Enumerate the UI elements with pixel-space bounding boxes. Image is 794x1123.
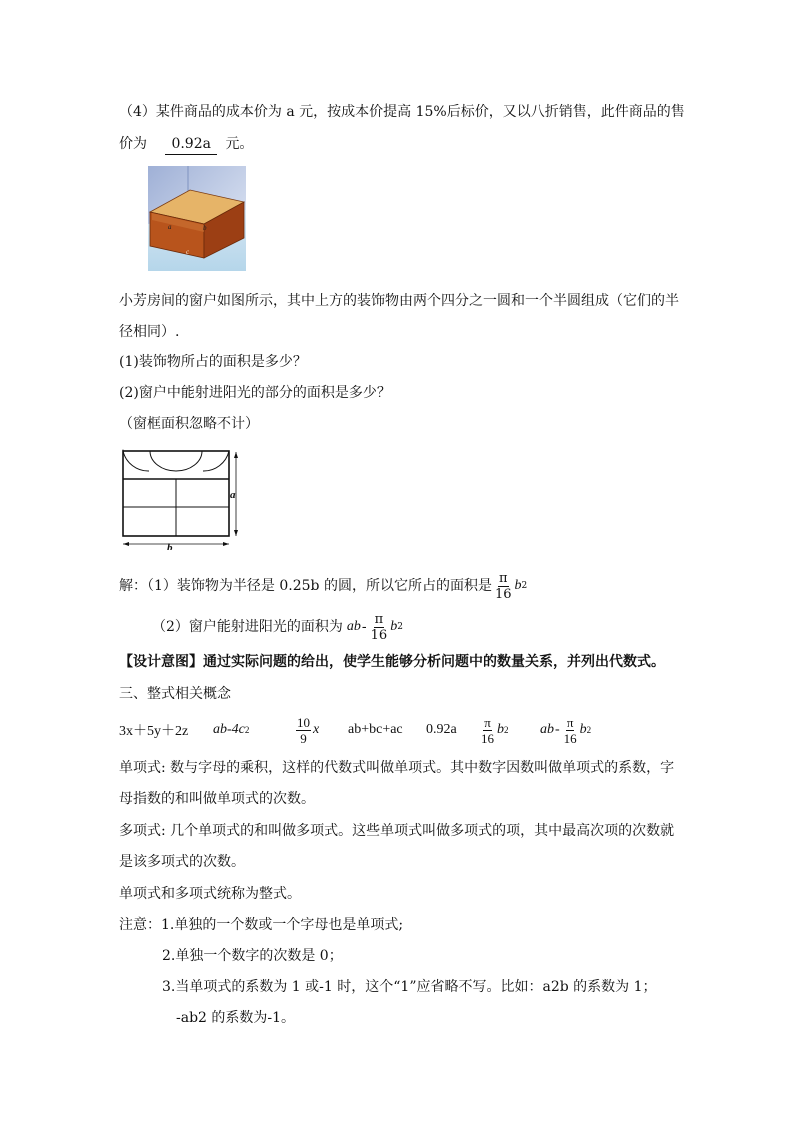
note-4: -ab2 的系数为-1。: [176, 1010, 296, 1026]
solution-1-text: 解：（1）装饰物为半径是 0.25b 的圆，所以它所占的面积是: [119, 578, 492, 594]
frac-den: 16: [563, 730, 577, 746]
box-label-c: c: [186, 248, 190, 256]
monomial-def-1: 单项式: 数与字母的乘积，这样的代数式叫做单项式。其中数字因数叫做单项式的系数，字: [119, 760, 675, 776]
var-b: b: [579, 722, 587, 737]
polynomial-def-1: 多项式: 几个单项式的和叫做多项式。这些单项式叫做多项式的项，其中最高次项的次数就: [119, 823, 675, 839]
q4-line2-suffix: 元。: [225, 136, 254, 152]
frac-den: 16: [494, 586, 512, 602]
section-title: 三、整式相关概念: [119, 686, 231, 702]
expr-7: [540, 710, 591, 750]
window-label-b: b: [167, 542, 173, 550]
design-intent: 【设计意图】通过实际问题的给出，使学生能够分析问题中的数量关系，并列出代数式。: [119, 654, 665, 670]
ten-over-nine: [296, 715, 311, 746]
expr-2-rest: -4c: [227, 722, 245, 737]
problem-line1: 小芳房间的窗户如图所示，其中上方的装饰物由两个四分之一圆和一个半圆组成（它们的半: [119, 293, 679, 309]
solution-2-text: （2）窗户能射进阳光的面积为: [152, 619, 343, 635]
var-b: b: [497, 722, 504, 737]
window-label-a: a: [230, 489, 236, 501]
exp: 2: [397, 622, 403, 632]
solution-2: [152, 607, 403, 647]
pi-over-16: [370, 612, 389, 643]
var-ab: ab: [213, 722, 227, 737]
expr-4: ab+bc+ac: [348, 722, 403, 737]
note-1: 注意：1.单独的一个数或一个字母也是单项式;: [119, 917, 404, 933]
integral-expr-def: 单项式和多项式统称为整式。: [119, 886, 301, 902]
var-ab: ab: [346, 619, 361, 634]
pi-over-16: [563, 715, 578, 746]
box-label-a: a: [168, 223, 172, 231]
frac-den: 9: [300, 730, 307, 746]
expr-1: 3x＋5y＋2z: [119, 724, 189, 739]
minus-sign: -: [555, 722, 560, 737]
question-2: (2)窗户中能射进阳光的部分的面积是多少？: [119, 385, 391, 401]
frac-num: 10: [297, 714, 310, 730]
question-1: (1)装饰物所占的面积是多少？: [119, 354, 307, 370]
solution-1: [119, 566, 527, 606]
var-b: b: [390, 619, 398, 634]
frac-num: π: [566, 714, 574, 730]
expr-6: [478, 710, 509, 750]
expr-2: [213, 710, 249, 750]
pi-over-16: [480, 715, 495, 746]
exp: 2: [586, 725, 592, 735]
frac-num: π: [498, 570, 508, 586]
frac-num: π: [374, 611, 384, 627]
var-b: b: [514, 578, 522, 593]
monomial-def-2: 母指数的和叫做单项式的次数。: [119, 791, 315, 807]
q4-answer: 0.92a: [165, 134, 217, 155]
note-2: 2.单独一个数字的次数是 0；: [162, 948, 343, 964]
exp: 2: [504, 725, 509, 735]
var-ab: ab: [540, 722, 554, 737]
q4-line2-prefix: 价为: [119, 136, 147, 152]
box-label-b: b: [203, 224, 207, 232]
frac-num: π: [484, 714, 491, 730]
problem-line2: 径相同）.: [119, 324, 180, 340]
polynomial-def-2: 是该多项式的次数。: [119, 854, 245, 870]
frac-den: 16: [481, 730, 494, 746]
expr-5: 0.92a: [426, 722, 457, 737]
brick-box-image: [148, 166, 246, 271]
q4-line2: [119, 134, 253, 155]
q4-line1: （4）某件商品的成本价为 a 元，按成本价提高 15%后标价，又以八折销售，此件商品的售: [119, 104, 685, 120]
pi-over-16: [494, 571, 513, 602]
window-diagram: [120, 448, 245, 550]
problem-note: （窗框面积忽略不计）: [119, 416, 259, 432]
note-3: 3.当单项式的系数为 1 或-1 时，这个“1”应省略不写。比如：a2b 的系数为 1；: [162, 979, 657, 995]
frac-den: 16: [370, 627, 388, 643]
expr-3: [294, 710, 319, 750]
minus-sign: -: [361, 619, 367, 635]
var-x: x: [313, 722, 320, 737]
exp: 2: [521, 581, 528, 591]
exp: 2: [244, 725, 250, 735]
